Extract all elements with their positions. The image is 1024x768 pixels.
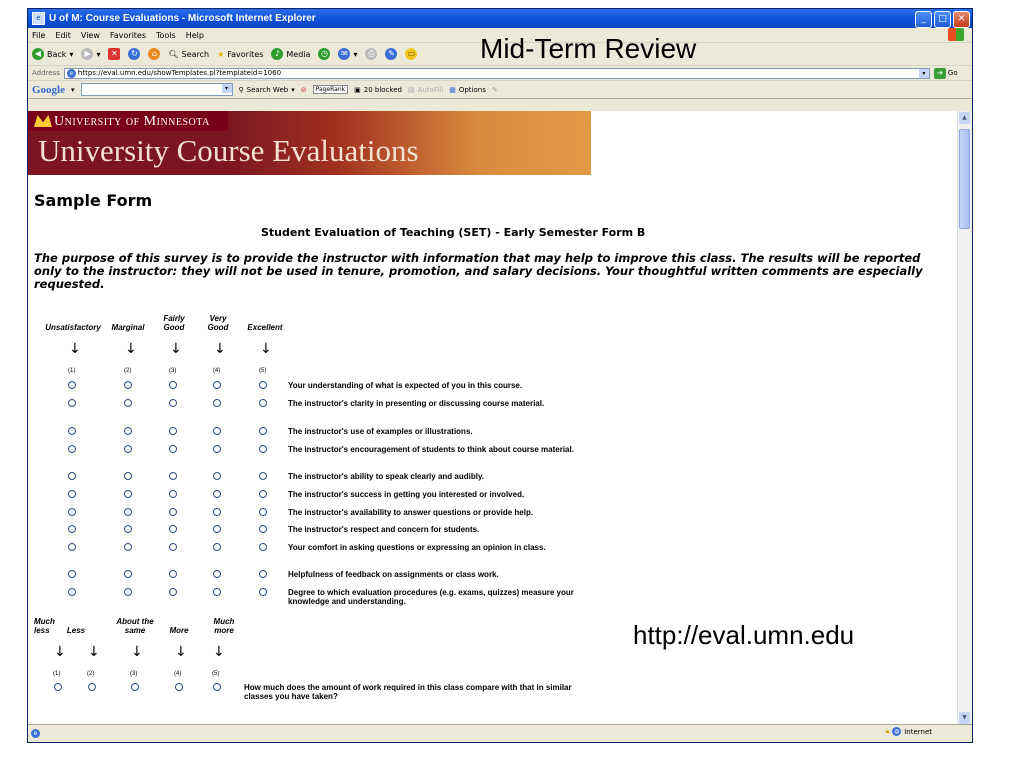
banner-title: University Course Evaluations bbox=[38, 133, 419, 168]
rating-radio-q5-4[interactable] bbox=[213, 472, 221, 480]
rating-radio-q11-1[interactable] bbox=[68, 588, 76, 596]
mail-icon: ✉ bbox=[338, 48, 350, 60]
rating-radio-q9-4[interactable] bbox=[213, 543, 221, 551]
rating-radio-q7-2[interactable] bbox=[124, 508, 132, 516]
page-title: Sample Form bbox=[34, 191, 153, 210]
address-url: https://eval.umn.edu/showTemplates.pl?templateid=1060 bbox=[77, 69, 282, 77]
pagerank-indicator[interactable]: PageRank bbox=[313, 85, 349, 94]
search-web-button[interactable] bbox=[239, 86, 295, 94]
down-arrow-icon: ↓ bbox=[175, 644, 187, 660]
workload-radio-3[interactable] bbox=[131, 683, 139, 691]
edit-icon: ✎ bbox=[385, 48, 397, 60]
media-label: Media bbox=[286, 49, 311, 59]
rating-radio-q11-3[interactable] bbox=[169, 588, 177, 596]
rating-radio-q10-3[interactable] bbox=[169, 570, 177, 578]
autofill-label: AutoFill bbox=[417, 85, 444, 94]
rating-radio-q1-1[interactable] bbox=[68, 381, 76, 389]
vertical-scrollbar[interactable] bbox=[957, 111, 972, 725]
rating-radio-q3-3[interactable] bbox=[169, 427, 177, 435]
back-label: Back bbox=[47, 49, 67, 59]
rating-radio-q6-2[interactable] bbox=[124, 490, 132, 498]
chevron-down-icon: ▾ bbox=[96, 49, 101, 59]
chevron-down-icon: ▾ bbox=[69, 49, 74, 59]
chevron-down-icon: ▾ bbox=[291, 85, 295, 94]
scale-number-1: (1) bbox=[68, 368, 76, 374]
refresh-button[interactable] bbox=[128, 48, 140, 60]
media-button[interactable] bbox=[271, 48, 310, 60]
rating-radio-q7-4[interactable] bbox=[213, 508, 221, 516]
media-icon: ♪ bbox=[271, 48, 283, 60]
options-button[interactable] bbox=[449, 86, 486, 94]
scroll-thumb[interactable] bbox=[959, 129, 970, 229]
rating-radio-q10-2[interactable] bbox=[124, 570, 132, 578]
rating-radio-q11-5[interactable] bbox=[259, 588, 267, 596]
status-bar bbox=[28, 724, 972, 742]
rating-radio-q6-5[interactable] bbox=[259, 490, 267, 498]
menu-tools[interactable]: Tools bbox=[156, 30, 176, 40]
scale-label-5: Excellent bbox=[247, 323, 283, 332]
rating-radio-q4-2[interactable] bbox=[124, 445, 132, 453]
rating-radio-q9-5[interactable] bbox=[259, 543, 267, 551]
folder-icon: ▭ bbox=[405, 48, 417, 60]
scale2-label-2: Less bbox=[66, 626, 86, 635]
rating-radio-q7-3[interactable] bbox=[169, 508, 177, 516]
purpose-text: The purpose of this survey is to provide the instructor with information that may help to improve this class. The results will be reported only to the instructor: they will not be used in tenure, promotion, and salary decisions. Your thoughtful written comments are especially requested. bbox=[34, 251, 923, 291]
rating-radio-q8-2[interactable] bbox=[124, 525, 132, 533]
rating-radio-q3-1[interactable] bbox=[68, 427, 76, 435]
rating-radio-q2-5[interactable] bbox=[259, 399, 267, 407]
refresh-icon: ↻ bbox=[128, 48, 140, 60]
scale-label-2: Marginal bbox=[111, 323, 145, 332]
options-label: Options bbox=[458, 85, 486, 94]
favorites-button[interactable] bbox=[217, 50, 263, 59]
print-button[interactable] bbox=[365, 48, 377, 60]
down-arrow-icon: ↓ bbox=[88, 644, 100, 660]
autofill-icon: ▤ bbox=[407, 85, 415, 94]
autofill-button[interactable] bbox=[408, 86, 443, 94]
rating-radio-q10-4[interactable] bbox=[213, 570, 221, 578]
rating-radio-q3-5[interactable] bbox=[259, 427, 267, 435]
scale2-number-4: (4) bbox=[174, 671, 182, 677]
form-title: Student Evaluation of Teaching (SET) - Early Semester Form B bbox=[261, 226, 646, 239]
popup-icon: ▣ bbox=[354, 85, 361, 94]
rating-radio-q4-1[interactable] bbox=[68, 445, 76, 453]
rating-radio-q9-3[interactable] bbox=[169, 543, 177, 551]
rating-radio-q9-2[interactable] bbox=[124, 543, 132, 551]
question-text: Your comfort in asking questions or expressing an opinion in class. bbox=[288, 543, 546, 552]
rating-radio-q7-1[interactable] bbox=[68, 508, 76, 516]
down-arrow-icon: ↓ bbox=[131, 644, 143, 660]
scale-number-4: (4) bbox=[213, 368, 221, 374]
chevron-down-icon: ▾ bbox=[353, 49, 358, 59]
rating-radio-q11-2[interactable] bbox=[124, 588, 132, 596]
workload-radio-5[interactable] bbox=[213, 683, 221, 691]
rating-radio-q6-1[interactable] bbox=[68, 490, 76, 498]
scale2-number-5: (5) bbox=[212, 671, 220, 677]
scale2-label-5: Much more bbox=[213, 617, 235, 635]
question-text: The instructor's use of examples or illustrations. bbox=[288, 427, 473, 436]
down-arrow-icon: ↓ bbox=[260, 341, 272, 357]
rating-radio-q3-4[interactable] bbox=[213, 427, 221, 435]
rating-radio-q6-3[interactable] bbox=[169, 490, 177, 498]
scale2-number-3: (3) bbox=[130, 671, 138, 677]
home-button[interactable] bbox=[148, 48, 160, 60]
menu-help[interactable]: Help bbox=[185, 30, 204, 40]
rating-radio-q10-5[interactable] bbox=[259, 570, 267, 578]
rating-radio-q10-1[interactable] bbox=[68, 570, 76, 578]
globe-icon: ◍ bbox=[894, 728, 900, 735]
scale2-label-4: More bbox=[169, 626, 189, 635]
menu-file[interactable]: File bbox=[32, 30, 46, 40]
address-input[interactable] bbox=[64, 68, 930, 79]
popup-blocker-button[interactable] bbox=[354, 86, 402, 94]
rating-radio-q5-3[interactable] bbox=[169, 472, 177, 480]
pencil-icon[interactable]: ✎ bbox=[491, 85, 498, 94]
workload-radio-1[interactable] bbox=[54, 683, 62, 691]
university-name: University of Minnesota bbox=[54, 114, 210, 129]
search-web-label: Search Web bbox=[246, 85, 289, 94]
scale2-number-2: (2) bbox=[87, 671, 95, 677]
rating-radio-q1-2[interactable] bbox=[124, 381, 132, 389]
favorites-label: Favorites bbox=[227, 49, 264, 59]
scale2-label-1: Much less bbox=[34, 617, 55, 635]
rating-radio-q2-2[interactable] bbox=[124, 399, 132, 407]
zone-label: Internet bbox=[904, 727, 932, 736]
chevron-down-icon[interactable]: ▾ bbox=[71, 85, 75, 94]
scale-number-2: (2) bbox=[124, 368, 132, 374]
rating-radio-q8-4[interactable] bbox=[213, 525, 221, 533]
scale-number-5: (5) bbox=[259, 368, 267, 374]
title-bar bbox=[28, 9, 972, 28]
question-text: The instructor's availability to answer questions or provide help. bbox=[288, 508, 534, 517]
history-button[interactable] bbox=[318, 48, 330, 60]
menu-edit[interactable]: Edit bbox=[55, 30, 71, 40]
menu-view[interactable]: View bbox=[80, 30, 100, 40]
rating-radio-q2-1[interactable] bbox=[68, 399, 76, 407]
options-icon: ▦ bbox=[449, 85, 456, 94]
down-arrow-icon: ↓ bbox=[170, 341, 182, 357]
rating-radio-q4-5[interactable] bbox=[259, 445, 267, 453]
rating-radio-q5-1[interactable] bbox=[68, 472, 76, 480]
question-text: Helpfulness of feedback on assignments or class work. bbox=[288, 570, 499, 579]
rating-radio-q8-3[interactable] bbox=[169, 525, 177, 533]
ie-icon: e bbox=[32, 12, 45, 25]
mail-button[interactable] bbox=[338, 48, 357, 60]
security-zone bbox=[885, 727, 932, 736]
scale-number-3: (3) bbox=[169, 368, 177, 374]
lock-icon: 🔒︎ bbox=[885, 727, 890, 735]
news-icon[interactable]: ⊘ bbox=[300, 85, 307, 94]
stop-button[interactable] bbox=[108, 48, 120, 60]
windows-logo-icon bbox=[948, 28, 964, 41]
rating-radio-q5-2[interactable] bbox=[124, 472, 132, 480]
down-arrow-icon: ↓ bbox=[69, 341, 81, 357]
rating-radio-q8-5[interactable] bbox=[259, 525, 267, 533]
edit-button[interactable] bbox=[385, 48, 397, 60]
question-text: Your understanding of what is expected of you in this course. bbox=[288, 381, 523, 390]
go-label: Go bbox=[947, 69, 958, 77]
rating-radio-q3-2[interactable] bbox=[124, 427, 132, 435]
question-text: The instructor's success in getting you interested or involved. bbox=[288, 490, 525, 499]
address-bar bbox=[28, 66, 972, 81]
search-label: Search bbox=[181, 49, 210, 59]
scroll-down-icon[interactable]: ▼ bbox=[959, 712, 970, 724]
question-text: The instructor's clarity in presenting or discussing course material. bbox=[288, 399, 545, 408]
scale-label-4: Very Good bbox=[207, 314, 229, 332]
down-arrow-icon: ↓ bbox=[213, 644, 225, 660]
chevron-down-icon[interactable]: ▾ bbox=[919, 69, 929, 78]
window-title: U of M: Course Evaluations - Microsoft Internet Explorer bbox=[49, 13, 316, 24]
minimize-button[interactable]: _ bbox=[915, 11, 932, 28]
rating-radio-q11-4[interactable] bbox=[213, 588, 221, 596]
forward-button[interactable] bbox=[81, 48, 100, 60]
maximize-button[interactable]: □ bbox=[934, 11, 951, 28]
scale-label-3: Fairly Good bbox=[163, 314, 185, 332]
down-arrow-icon: ↓ bbox=[125, 341, 137, 357]
midterm-review-heading: Mid-Term Review bbox=[480, 33, 697, 64]
search-button[interactable] bbox=[168, 50, 209, 59]
go-button[interactable] bbox=[934, 68, 958, 79]
close-button[interactable]: ✕ bbox=[953, 11, 970, 28]
question-text: The instructor's ability to speak clearly and audibly. bbox=[288, 472, 485, 481]
rating-radio-q6-4[interactable] bbox=[213, 490, 221, 498]
scale-label-1: Unsatisfactory bbox=[45, 323, 101, 332]
go-arrow-icon: ➔ bbox=[934, 68, 946, 79]
page-icon: e bbox=[67, 69, 76, 78]
rating-radio-q1-4[interactable] bbox=[213, 381, 221, 389]
stop-icon: ✕ bbox=[108, 48, 120, 60]
history-icon: ◷ bbox=[318, 48, 330, 60]
rating-radio-q4-3[interactable] bbox=[169, 445, 177, 453]
scroll-up-icon[interactable]: ▲ bbox=[959, 112, 970, 124]
google-logo[interactable]: Google bbox=[32, 83, 65, 96]
rating-radio-q2-3[interactable] bbox=[169, 399, 177, 407]
rating-radio-q4-4[interactable] bbox=[213, 445, 221, 453]
messenger-button[interactable] bbox=[405, 48, 417, 60]
blocked-label: 20 blocked bbox=[363, 85, 402, 94]
down-arrow-icon: ↓ bbox=[54, 644, 66, 660]
rating-radio-q1-3[interactable] bbox=[169, 381, 177, 389]
forward-arrow-icon: ▶ bbox=[81, 48, 93, 60]
eval-url-caption: http://eval.umn.edu bbox=[633, 620, 855, 650]
rating-radio-q2-4[interactable] bbox=[213, 399, 221, 407]
down-arrow-icon: ↓ bbox=[214, 341, 226, 357]
workload-question: How much does the amount of work required in this class compare with that in similar classes you have taken? bbox=[244, 683, 572, 701]
rating-radio-q7-5[interactable] bbox=[259, 508, 267, 516]
workload-radio-4[interactable] bbox=[175, 683, 183, 691]
home-icon: ⌂ bbox=[148, 48, 160, 60]
address-label: Address bbox=[32, 69, 60, 77]
google-search-input[interactable] bbox=[81, 83, 233, 96]
menu-favorites[interactable]: Favorites bbox=[109, 30, 147, 40]
rating-radio-q9-1[interactable] bbox=[68, 543, 76, 551]
scale2-label-3: About the same bbox=[116, 617, 154, 635]
page-status-icon: e bbox=[31, 729, 40, 738]
umn-banner bbox=[28, 111, 591, 175]
rating-radio-q8-1[interactable] bbox=[68, 525, 76, 533]
google-toolbar bbox=[28, 81, 972, 99]
rating-radio-q5-5[interactable] bbox=[259, 472, 267, 480]
back-button[interactable] bbox=[32, 48, 73, 60]
star-icon: ★ bbox=[217, 49, 225, 59]
rating-radio-q1-5[interactable] bbox=[259, 381, 267, 389]
print-icon: ⎙ bbox=[365, 48, 377, 60]
chevron-down-icon[interactable]: ▾ bbox=[222, 84, 232, 93]
search-icon: 🔍︎ bbox=[168, 49, 179, 59]
scale2-number-1: (1) bbox=[53, 671, 61, 677]
workload-radio-2[interactable] bbox=[88, 683, 96, 691]
question-text: Degree to which evaluation procedures (e.g. exams, quizzes) measure your knowledge and understanding. bbox=[288, 588, 574, 606]
binoculars-icon: ⚲ bbox=[238, 85, 244, 94]
back-arrow-icon: ◀ bbox=[32, 48, 44, 60]
question-text: The instructor's encouragement of students to think about course material. bbox=[288, 445, 574, 454]
question-text: The instructor's respect and concern for students. bbox=[288, 525, 480, 534]
